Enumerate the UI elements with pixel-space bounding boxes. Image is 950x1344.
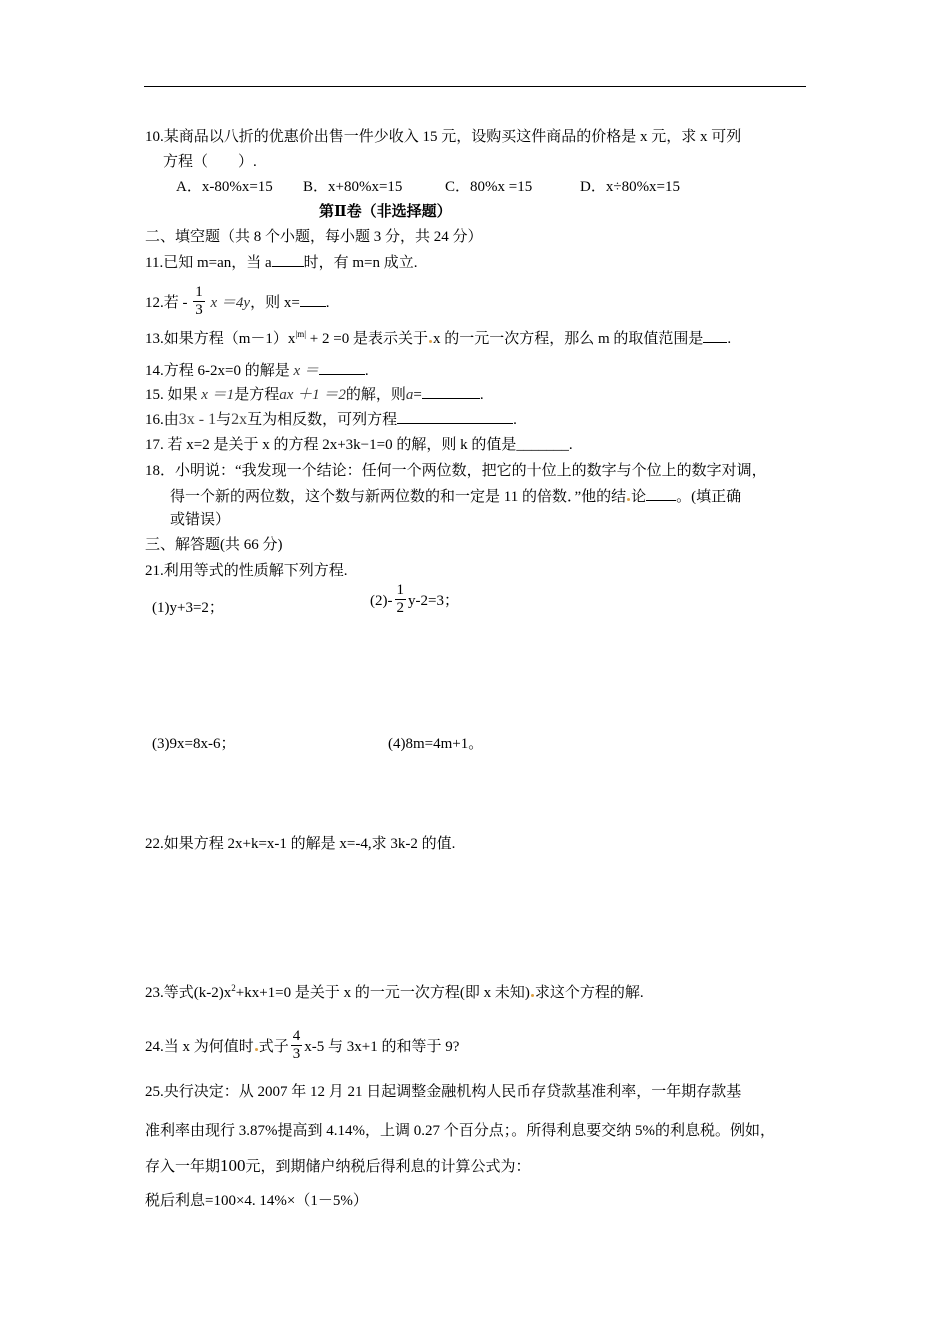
q16-text-c: 互为相反数，可列方程 [247,412,398,428]
q12 [145,286,330,321]
q12-numerator: 1 [195,284,203,300]
q11-blank [272,252,304,267]
q24-text-a: 24.当 x 为何值时 [145,1038,254,1055]
section2-title: 二、填空题（共 8 个小题，每小题 3 分，共 24 分） [145,229,483,245]
q23-text-c: 求这个方程的解. [534,985,644,1001]
q12-prefix: 12.若 - [145,294,188,311]
header-rule [144,86,806,87]
q10-line1: 10.某商品以八折的优惠价出售一件少收入 15 元，设购买这件商品的价格是 x 元，求 x 可列 [145,129,742,145]
q21-title: 21.利用等式的性质解下列方程. [145,563,348,579]
q25-line3b: 100 [220,1156,246,1175]
q15-end: . [479,387,484,403]
q17-text-a: 17. 若 x=2 是关于 x 的方程 2x+3k−1=0 的解，则 k 的值是 [145,437,517,453]
q13-blank [703,328,727,343]
q14-blank [319,360,365,375]
q17-end: . [568,437,573,453]
q13-text-b: + 2 =0 是表示关于 [306,331,428,347]
q22: 22.如果方程 2x+k=x-1 的解是 x=-4,求 3k-2 的值. [145,836,456,852]
q18-line2a: 得一个新的两位数，这个数与新两位数的和一定是 11 的倍数．”他的结 [170,489,627,505]
q25-line3a: 存入一年期 [145,1159,221,1175]
part2-title: 第Ⅱ卷（非选择题） [319,204,452,220]
q15-text-b: 是方程 [234,387,280,403]
edit-mark [255,1048,258,1051]
q10-option-c: C．80%x =15 [445,179,533,195]
q21-part2-denominator: 2 [396,600,404,616]
q24-text-c: x-5 与 3x+1 的和等于 9? [304,1038,460,1055]
q15-text-a: 15. 如果 [145,387,198,403]
q13-end: . [727,331,732,347]
q25-line1: 25.央行决定：从 2007 年 12 月 21 日起调整金融机构人民币存贷款基准利率，一年期存款基 [145,1084,742,1100]
q16-expr2: 2x [231,411,248,428]
q18-blank [646,486,676,501]
q12-end: . [325,294,330,311]
q15 [145,384,484,405]
q12-blank [300,292,326,307]
q23-text-b: +kx+1=0 是关于 x 的一元一次方程(即 x 未知) [235,985,530,1001]
q13-text-c: x 的一元一次方程，那么 m 的取值范围是 [432,331,704,347]
edit-mark [531,994,534,997]
q12-suffix: ，则 x= [250,294,300,311]
q13 [145,328,731,349]
q16-expr1: 3x - 1 [178,411,217,428]
q21-part4: (4)8m=4m+1。 [388,736,484,752]
q15-blank [422,384,480,399]
q14 [145,360,369,381]
q14-text-a: 14.方程 6-2x=0 的解是 [145,363,290,379]
q16 [145,409,517,430]
q23-text-a: 23.等式(k-2)x [145,985,232,1001]
q24-text-b: 式子 [258,1038,289,1055]
q15-eq2: ax ＋1 ＝2 [279,387,346,403]
q24-fraction [291,1028,303,1063]
q14-var: x ＝ [293,363,319,379]
q16-text-b: 与 [216,412,232,428]
q15-eq1: x ＝1 [201,387,235,403]
q21-part1: (1)y+3=2； [152,600,224,616]
q21-part2 [370,584,459,619]
q21-part2-suffix: y-2=3； [408,592,459,609]
q25-line2: 准利率由现行 3.87%提高到 4.14%，上调 0.27 个百分点；。所得利息要交纳 5%的利息税。例如， [145,1123,775,1139]
q11-text-a: 11.已知 m=an，当 a [145,255,272,271]
q10-option-d: D．x÷80%x=15 [580,179,681,195]
q18-line1: 18．小明说：“我发现一个结论：任何一个两位数，把它的十位上的数字与个位上的数字对调， [145,463,767,479]
q18-line3: 或错误） [170,512,231,528]
q17-blank: _______ [516,437,569,453]
q15-text-d: = [413,387,422,403]
q14-end: . [364,363,369,379]
q16-text-a: 16.由 [145,412,179,428]
q10-line2: 方程（ ）. [163,154,257,170]
q25-line3c: 元，到期储户纳税后得利息的计算公式为： [245,1159,531,1175]
q23-exponent: 2 [231,983,236,993]
q12-denominator: 3 [195,302,203,318]
q15-text-c: 的解，则 [345,387,406,403]
q21-part3: (3)9x=8x-6； [152,736,236,752]
q24 [145,1030,459,1065]
edit-mark [429,340,432,343]
q24-numerator: 4 [292,1028,301,1044]
q24-denominator: 3 [292,1046,301,1062]
q11 [145,252,418,273]
q12-fraction [193,284,205,319]
q17 [145,435,573,455]
q23 [145,983,644,1003]
q10-option-b: B．x+80%x=15 [303,179,403,195]
q21-part2-numerator: 1 [396,582,404,598]
q16-end: . [513,412,517,428]
q21-part2-fraction [395,582,407,617]
q25-line3 [145,1156,531,1177]
q11-text-b: 时，有 m=n 成立. [303,255,418,271]
section3-title: 三、解答题(共 66 分) [145,537,283,553]
q10-option-a: A．x-80%x=15 [176,179,273,195]
q16-blank [397,409,513,424]
q18-line2 [170,486,741,507]
q18-line2c: 。(填正确 [676,489,742,505]
q15-var: a [405,387,414,403]
q12-expr: x ＝4y [210,294,251,311]
q13-exponent: |m| [295,329,307,339]
q25-line4: 税后利息=100×4. 14%×（1－5%） [145,1193,368,1209]
q18-line2b: 论 [631,489,647,505]
q13-text-a: 13.如果方程（m－1）x [145,331,296,347]
q21-part2-prefix: (2)- [370,592,393,609]
edit-mark [627,498,630,501]
